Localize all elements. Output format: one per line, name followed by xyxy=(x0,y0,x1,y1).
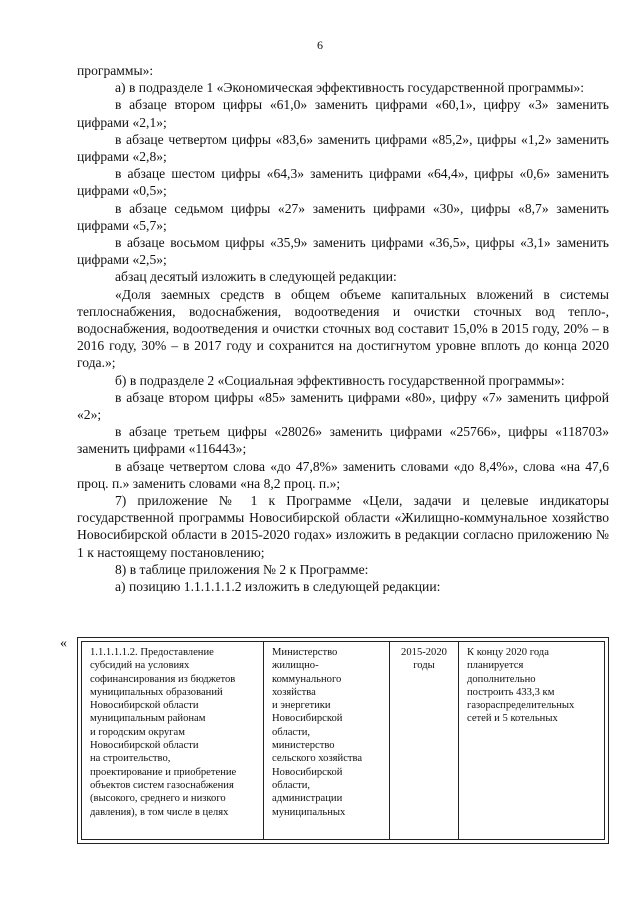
cell-line: муниципальных образований xyxy=(90,686,223,698)
paragraph: в абзаце шестом цифры «64,3» заменить цифрами «64,4», цифры «0,6» заменить цифрами «0,5»; xyxy=(77,166,609,199)
cell-line: жилищно- xyxy=(272,660,319,672)
paragraph: б) в подразделе 2 «Социальная эффективность государственной программы»: xyxy=(115,372,565,388)
cell-line: коммунального xyxy=(272,673,342,685)
paragraph: в абзаце четвертом цифры «83,6» заменить цифрами «85,2», цифры «1,2» заменить цифрами «2,8»; xyxy=(77,131,609,165)
paragraph: 7) приложение № 1 к Программе «Цели, задачи и целевые индикаторы государственной программы Новосибирской области «Жилищно-коммунальное хозяйство Новосибирской области в 2015-2020 годах» изложить в редакции согласно приложению № 1 к настоящему постановлению; xyxy=(77,493,609,560)
table-cell-description xyxy=(82,642,264,839)
table-row xyxy=(81,641,605,840)
table-cell-period xyxy=(390,642,459,839)
paragraph: в абзаце втором цифры «61,0» заменить цифрами «60,1», цифру «3» заменить цифрами «2,1»; xyxy=(77,97,609,130)
paragraph: а) в подразделе 1 «Экономическая эффективность государственной программы»: xyxy=(115,80,585,96)
cell-line: софинансирования из бюджетов xyxy=(90,673,236,685)
position-table xyxy=(77,637,609,844)
paragraph: в абзаце втором цифры «85» заменить цифрами «80», цифру «7» заменить цифрой «2»; xyxy=(77,389,609,423)
cell-line: 2015-2020 xyxy=(401,647,447,658)
paragraph: 8) в таблице приложения № 2 к Программе: xyxy=(115,561,369,577)
cell-line: Новосибирской xyxy=(272,766,343,778)
cell-line: сетей и 5 котельных xyxy=(467,713,558,725)
opening-quote-mark: « xyxy=(60,636,67,651)
cell-line: Новосибирской области xyxy=(90,740,199,752)
cell-line: Новосибирской области xyxy=(90,700,199,712)
cell-line: планируется xyxy=(467,660,524,672)
cell-line: проектирование и приобретение xyxy=(90,766,237,778)
paragraph: «Доля заемных средств в общем объеме капитальных вложений в системы теплоснабжения, водоснабжения, водоотведения и очистки сточных вод тепло-, водоснабжения, водоотведения и очистки сточных вод составит 15,0% в 2015 году, 20% – в 2016 году, 30% – в 2017 году и сохранится на достигнутом уровне вплоть до конца 2020 года.»; xyxy=(77,286,609,371)
cell-line: давления), в том числе в целях xyxy=(90,806,229,818)
cell-line: и городским округам xyxy=(90,726,185,738)
cell-line: дополнительно xyxy=(467,673,536,685)
cell-line: Министерство xyxy=(272,647,338,658)
cell-line: К концу 2020 года xyxy=(467,647,549,658)
cell-line: администрации xyxy=(272,793,343,805)
cell-line: области, xyxy=(272,779,311,791)
cell-line: хозяйства xyxy=(272,686,316,698)
cell-line: Новосибирской xyxy=(272,713,343,725)
cell-line: 1.1.1.1.1.2. Предоставление xyxy=(90,647,214,658)
table-cell-responsible xyxy=(264,642,390,839)
cell-line: муниципальным районам xyxy=(90,713,206,725)
cell-line: построить 433,3 км xyxy=(467,686,555,698)
paragraph: в абзаце восьмом цифры «35,9» заменить цифрами «36,5», цифры «3,1» заменить цифрами «2,5»; xyxy=(77,235,609,268)
page-number: 6 xyxy=(317,38,323,52)
document-body xyxy=(77,62,609,595)
paragraph: в абзаце третьем цифры «28026» заменить цифрами «25766», цифры «118703» заменить цифрами «116443»; xyxy=(77,424,609,457)
cell-line: области, xyxy=(272,726,311,738)
cell-line: муниципальных xyxy=(272,806,346,818)
table-cell-result xyxy=(459,642,604,839)
paragraph: абзац десятый изложить в следующей редакции: xyxy=(115,269,397,285)
paragraph: программы»: xyxy=(77,63,154,78)
cell-line: на строительство, xyxy=(90,753,171,765)
cell-line: сельского хозяйства xyxy=(272,753,363,765)
cell-line: годы xyxy=(413,660,435,672)
cell-line: объектов систем газоснабжения xyxy=(90,779,234,791)
cell-line: и энергетики xyxy=(272,700,331,712)
paragraph: а) позицию 1.1.1.1.1.2 изложить в следующей редакции: xyxy=(115,579,441,595)
cell-line: газораспределительных xyxy=(467,700,575,712)
cell-line: (высокого, среднего и низкого xyxy=(90,793,226,805)
cell-line: министерство xyxy=(272,740,335,752)
paragraph: в абзаце четвертом слова «до 47,8%» заменить словами «до 8,4%», слова «на 47,6 проц. п.» заменить словами «на 8,2 проц. п.»; xyxy=(77,458,609,491)
paragraph: в абзаце седьмом цифры «27» заменить цифрами «30», цифры «8,7» заменить цифрами «5,7»; xyxy=(77,200,609,233)
cell-line: субсидий на условиях xyxy=(90,660,190,672)
